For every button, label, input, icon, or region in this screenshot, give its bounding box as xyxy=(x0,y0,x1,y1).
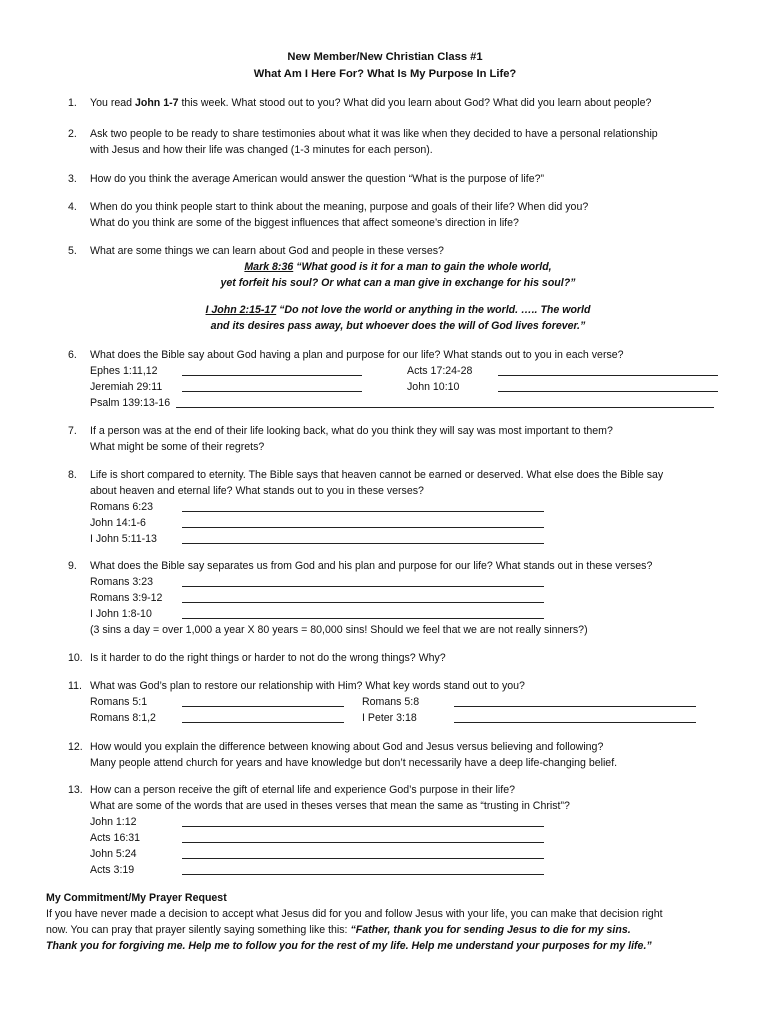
question-text: Ask two people to be ready to share testimonies about what it was like when they decided to have a personal relationship xyxy=(90,128,658,140)
prayer-text: “Father, thank you for sending Jesus to die for my sins. xyxy=(350,924,631,936)
question-text: How can a person receive the gift of eternal life and experience God’s purpose in their life? xyxy=(90,784,515,796)
verse-reference: John 10:10 xyxy=(407,381,460,393)
question-10 xyxy=(68,650,728,666)
verse-reference: Romans 3:23 xyxy=(90,576,154,588)
question-6 xyxy=(68,347,728,411)
question-text: What are some things we can learn about God and people in these verses? xyxy=(90,245,444,257)
question-text: When do you think people start to think about the meaning, purpose and goals of their life? When did you? xyxy=(90,201,589,213)
question-number: 1. xyxy=(68,97,77,109)
verse-reference: Romans 6:23 xyxy=(90,501,154,513)
question-number: 8. xyxy=(68,469,77,481)
verse-reference: Romans 8:1,2 xyxy=(90,712,156,724)
answer-line[interactable] xyxy=(182,830,544,843)
question-text: How would you explain the difference between knowing about God and Jesus versus believing and following? xyxy=(90,741,604,753)
answer-line[interactable] xyxy=(498,363,718,376)
question-text: Is it harder to do the right things or harder to not do the wrong things? Why? xyxy=(90,652,446,664)
verse-reference: Jeremiah 29:11 xyxy=(90,381,163,393)
bold-reference: John 1-7 xyxy=(134,97,179,109)
answer-line[interactable] xyxy=(454,694,696,707)
question-text: What was God’s plan to restore our relationship with Him? What key words stand out to you? xyxy=(90,680,525,692)
question-text: What does the Bible say about God having a plan and purpose for our life? What stands out to you in each verse? xyxy=(90,349,624,361)
verse-quote xyxy=(68,302,728,318)
question-13 xyxy=(68,782,728,878)
answer-line[interactable] xyxy=(454,710,696,723)
answer-line[interactable] xyxy=(176,395,714,408)
verse-reference: Acts 3:19 xyxy=(90,864,135,876)
question-text: with Jesus and how their life was changed (1-3 minutes for each person). xyxy=(90,144,433,156)
verse-reference: Acts 17:24-28 xyxy=(407,365,473,377)
verse-reference: Romans 5:1 xyxy=(90,696,148,708)
verse-reference: Romans 5:8 xyxy=(362,696,420,708)
question-number: 3. xyxy=(68,173,77,185)
question-number: 5. xyxy=(68,245,77,257)
verse-reference: Mark 8:36 xyxy=(244,261,294,273)
question-3 xyxy=(68,171,728,187)
question-12 xyxy=(68,739,728,771)
question-8 xyxy=(68,467,728,547)
commitment-section xyxy=(46,890,736,954)
question-text: about heaven and eternal life? What stands out to you in these verses? xyxy=(90,485,424,497)
answer-line[interactable] xyxy=(182,846,544,859)
question-text: What might be some of their regrets? xyxy=(90,441,265,453)
question-number: 2. xyxy=(68,128,77,140)
answer-line[interactable] xyxy=(498,379,718,392)
question-text: Life is short compared to eternity. The Bible says that heaven cannot be earned or deserved. What else does the Bible say xyxy=(90,469,664,481)
section-heading: My Commitment/My Prayer Request xyxy=(46,892,227,904)
question-text: this week. What stood out to you? What did you learn about God? What did you learn about people? xyxy=(178,97,652,109)
question-9 xyxy=(68,558,728,638)
verse-text: “Do not love the world or anything in the world. ….. The world xyxy=(276,304,591,316)
verse-reference: Ephes 1:11,12 xyxy=(90,365,158,377)
paragraph-text: If you have never made a decision to accept what Jesus did for you and follow Jesus with your life, you can make that decision right xyxy=(46,908,663,920)
question-5 xyxy=(68,243,728,334)
question-number: 6. xyxy=(68,349,77,361)
verse-reference: I Peter 3:18 xyxy=(362,712,417,724)
question-text: How do you think the average American would answer the question “What is the purpose of life?” xyxy=(90,173,545,185)
verse-reference: I John 2:15-17 xyxy=(205,304,277,316)
question-number: 11. xyxy=(68,680,82,692)
page-subtitle: What Am I Here For? What Is My Purpose In Life? xyxy=(253,68,517,80)
note-text: (3 sins a day = over 1,000 a year X 80 years = 80,000 sins! Should we feel that we are not really sinners?) xyxy=(90,624,588,636)
verse-quote: yet forfeit his soul? Or what can a man give in exchange for his soul?” xyxy=(220,277,576,289)
verse-reference: I John 1:8-10 xyxy=(90,608,152,620)
answer-line[interactable] xyxy=(182,574,544,587)
verse-reference: Psalm 139:13-16 xyxy=(90,397,171,409)
answer-line[interactable] xyxy=(182,710,344,723)
question-text: Many people attend church for years and have knowledge but don’t necessarily have a deep life-changing belief. xyxy=(90,757,618,769)
question-text: What are some of the words that are used in theses verses that mean the same as “trusting in Christ”? xyxy=(90,800,570,812)
question-2 xyxy=(68,126,728,158)
question-text: What do you think are some of the biggest influences that affect someone’s direction in life? xyxy=(90,217,519,229)
verse-reference: John 1:12 xyxy=(90,816,137,828)
verse-text: “What good is it for a man to gain the whole world, xyxy=(293,261,552,273)
answer-line[interactable] xyxy=(182,515,544,528)
question-number: 10. xyxy=(68,652,83,664)
question-number: 13. xyxy=(68,784,83,796)
verse-reference: Romans 3:9-12 xyxy=(90,592,163,604)
verse-reference: John 14:1-6 xyxy=(90,517,146,529)
question-number: 7. xyxy=(68,425,77,437)
question-text: If a person was at the end of their life looking back, what do you think they will say was most important to them? xyxy=(90,425,613,437)
verse-reference: John 5:24 xyxy=(90,848,137,860)
page-title: New Member/New Christian Class #1 xyxy=(287,51,483,63)
answer-line[interactable] xyxy=(182,531,544,544)
answer-line[interactable] xyxy=(182,814,544,827)
answer-line[interactable] xyxy=(182,499,544,512)
verse-reference: I John 5:11-13 xyxy=(90,533,157,545)
answer-line[interactable] xyxy=(182,363,362,376)
answer-line[interactable] xyxy=(182,862,544,875)
verse-quote: and its desires pass away, but whoever does the will of God lives forever.” xyxy=(210,320,586,332)
prayer-text: Thank you for forgiving me. Help me to follow you for the rest of my life. Help me understand your purposes for my life.” xyxy=(46,940,652,952)
answer-line[interactable] xyxy=(182,694,344,707)
answer-line[interactable] xyxy=(182,379,362,392)
verse-reference: Acts 16:31 xyxy=(90,832,141,844)
question-text: You read xyxy=(90,97,135,109)
answer-line[interactable] xyxy=(182,606,544,619)
verse-quote xyxy=(68,259,728,275)
question-number: 4. xyxy=(68,201,77,213)
question-text: What does the Bible say separates us from God and his plan and purpose for our life? What stands out in these verses? xyxy=(90,560,653,572)
paragraph-text: now. You can pray that prayer silently saying something like this: xyxy=(46,924,351,936)
question-number: 12. xyxy=(68,741,83,753)
question-number: 9. xyxy=(68,560,77,572)
question-4 xyxy=(68,199,728,231)
question-11 xyxy=(68,678,728,726)
answer-line[interactable] xyxy=(182,590,544,603)
question-7 xyxy=(68,423,728,455)
question-1 xyxy=(68,95,728,111)
